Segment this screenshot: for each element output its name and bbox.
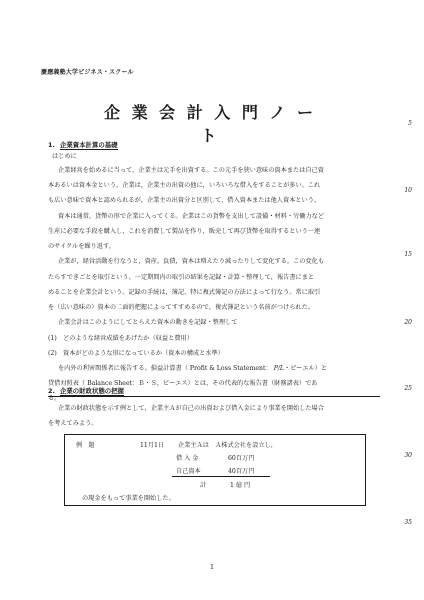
section-number: 2. [48, 387, 55, 395]
example-label: 例 題 [76, 442, 95, 449]
body-line: 本あるいは資本金という。企業は，企業主の出資の他に，いろいろな借入をすることが多い。これ [48, 182, 321, 189]
section-title: 企業の財政状態の把握 [60, 387, 124, 395]
body-line-text: を内外の利害関係者に報告する。損益計算書（ Profit & Loss Statement： [58, 365, 272, 372]
body-line: 資本は通常，貨幣の形で企業に入ってくる。企業はこの貨幣を支出して設備・材料・労働力など [58, 213, 325, 220]
line-number: 25 [404, 385, 412, 392]
example-row-item: 計 [200, 482, 207, 489]
list-item: (2) 資本がどのような形になっているか（資本の構成と水準） [48, 350, 224, 357]
body-line: のサイクルを繰り返す。 [48, 243, 115, 250]
body-line: る。 [48, 395, 61, 402]
section-heading [48, 386, 124, 395]
section-number: 1. [48, 141, 55, 149]
body-line: 企業の財政状態を示す例として，企業主Ａが自己の出資および借入金により事業を開始した場合 [58, 405, 324, 412]
example-text: 企業主Ａは Ａ株式会社を設立し， [178, 442, 277, 449]
example-row-amount: 1 億 円 [230, 482, 251, 489]
line-number: 20 [404, 319, 412, 326]
body-line: 企業経営を始めるに当って，企業主は元手を出資する。この元手を狭い意味の資本または自己資 [58, 167, 324, 174]
example-footer: の現金をもって事業を開始した。 [82, 495, 175, 502]
section-title: 企業資本計算の基礎 [60, 141, 118, 149]
body-line: も広い意味で資本と認められるが，企業主の出資分と区別して，借入資本または他人資本という。 [48, 197, 321, 204]
line-number: 15 [404, 251, 412, 258]
example-row-item: 自己資本 [176, 468, 201, 475]
example-row-item: 借 入 金 [176, 455, 199, 462]
body-line: 企業会計はこのようにしてとらえた資本の動きを記録・整理して [58, 319, 238, 326]
body-line: 生産に必要な手段を購入し，これを消費して製品を作り，販売して再び貨幣を取得するという一連 [48, 228, 321, 235]
body-line-text: ・ピーエル）と [284, 365, 328, 372]
line-number: 10 [404, 187, 412, 194]
section-subtitle: はじめに [52, 153, 77, 160]
page-title: 企 業 会 計 入 門 ノ ー ト [104, 103, 316, 145]
line-number: 30 [404, 452, 412, 459]
example-row-amount: 60百万円 [228, 455, 255, 462]
section-rule [48, 396, 380, 397]
list-item: (1) どのような経営成績をあげたか（収益と費用） [48, 335, 193, 342]
body-line: を（広い意味の）資本の二面的把握によってすすめるので，複式簿記という名前がつけられた。 [48, 304, 314, 311]
line-number: 5 [408, 120, 412, 127]
section-heading [48, 140, 118, 149]
body-line: たらすできごとを取引という。一定期間内の取引の結果を記録・計算・整理して，報告書にまと [48, 274, 315, 281]
body-line: 企業が，経営活動を行なうと，資産，負債，資本は増えたり減ったりして変化する。この変化も [58, 258, 325, 265]
example-row-amount: 40百万円 [228, 468, 255, 475]
body-line: 貸借対照表（ Balance Sheet：Ｂ・Ｓ，ビーエス）とは，その代表的な報告書（財務諸表）であ [48, 380, 318, 387]
body-line: めることを企業会計という。記録の手続は，簿記，特に複式簿記の方法によって行なう。常に取引 [48, 289, 321, 296]
line-number: 35 [404, 519, 412, 526]
school-header: 慶應義塾大学ビジネス・スクール [41, 69, 134, 76]
page-number: 1 [209, 563, 215, 571]
example-date: 11月1日 [140, 442, 165, 449]
body-line: を考えてみよう。 [48, 420, 98, 427]
sum-rule [172, 476, 270, 477]
pl-abbrev: P/L [273, 365, 285, 372]
body-line [58, 363, 388, 375]
